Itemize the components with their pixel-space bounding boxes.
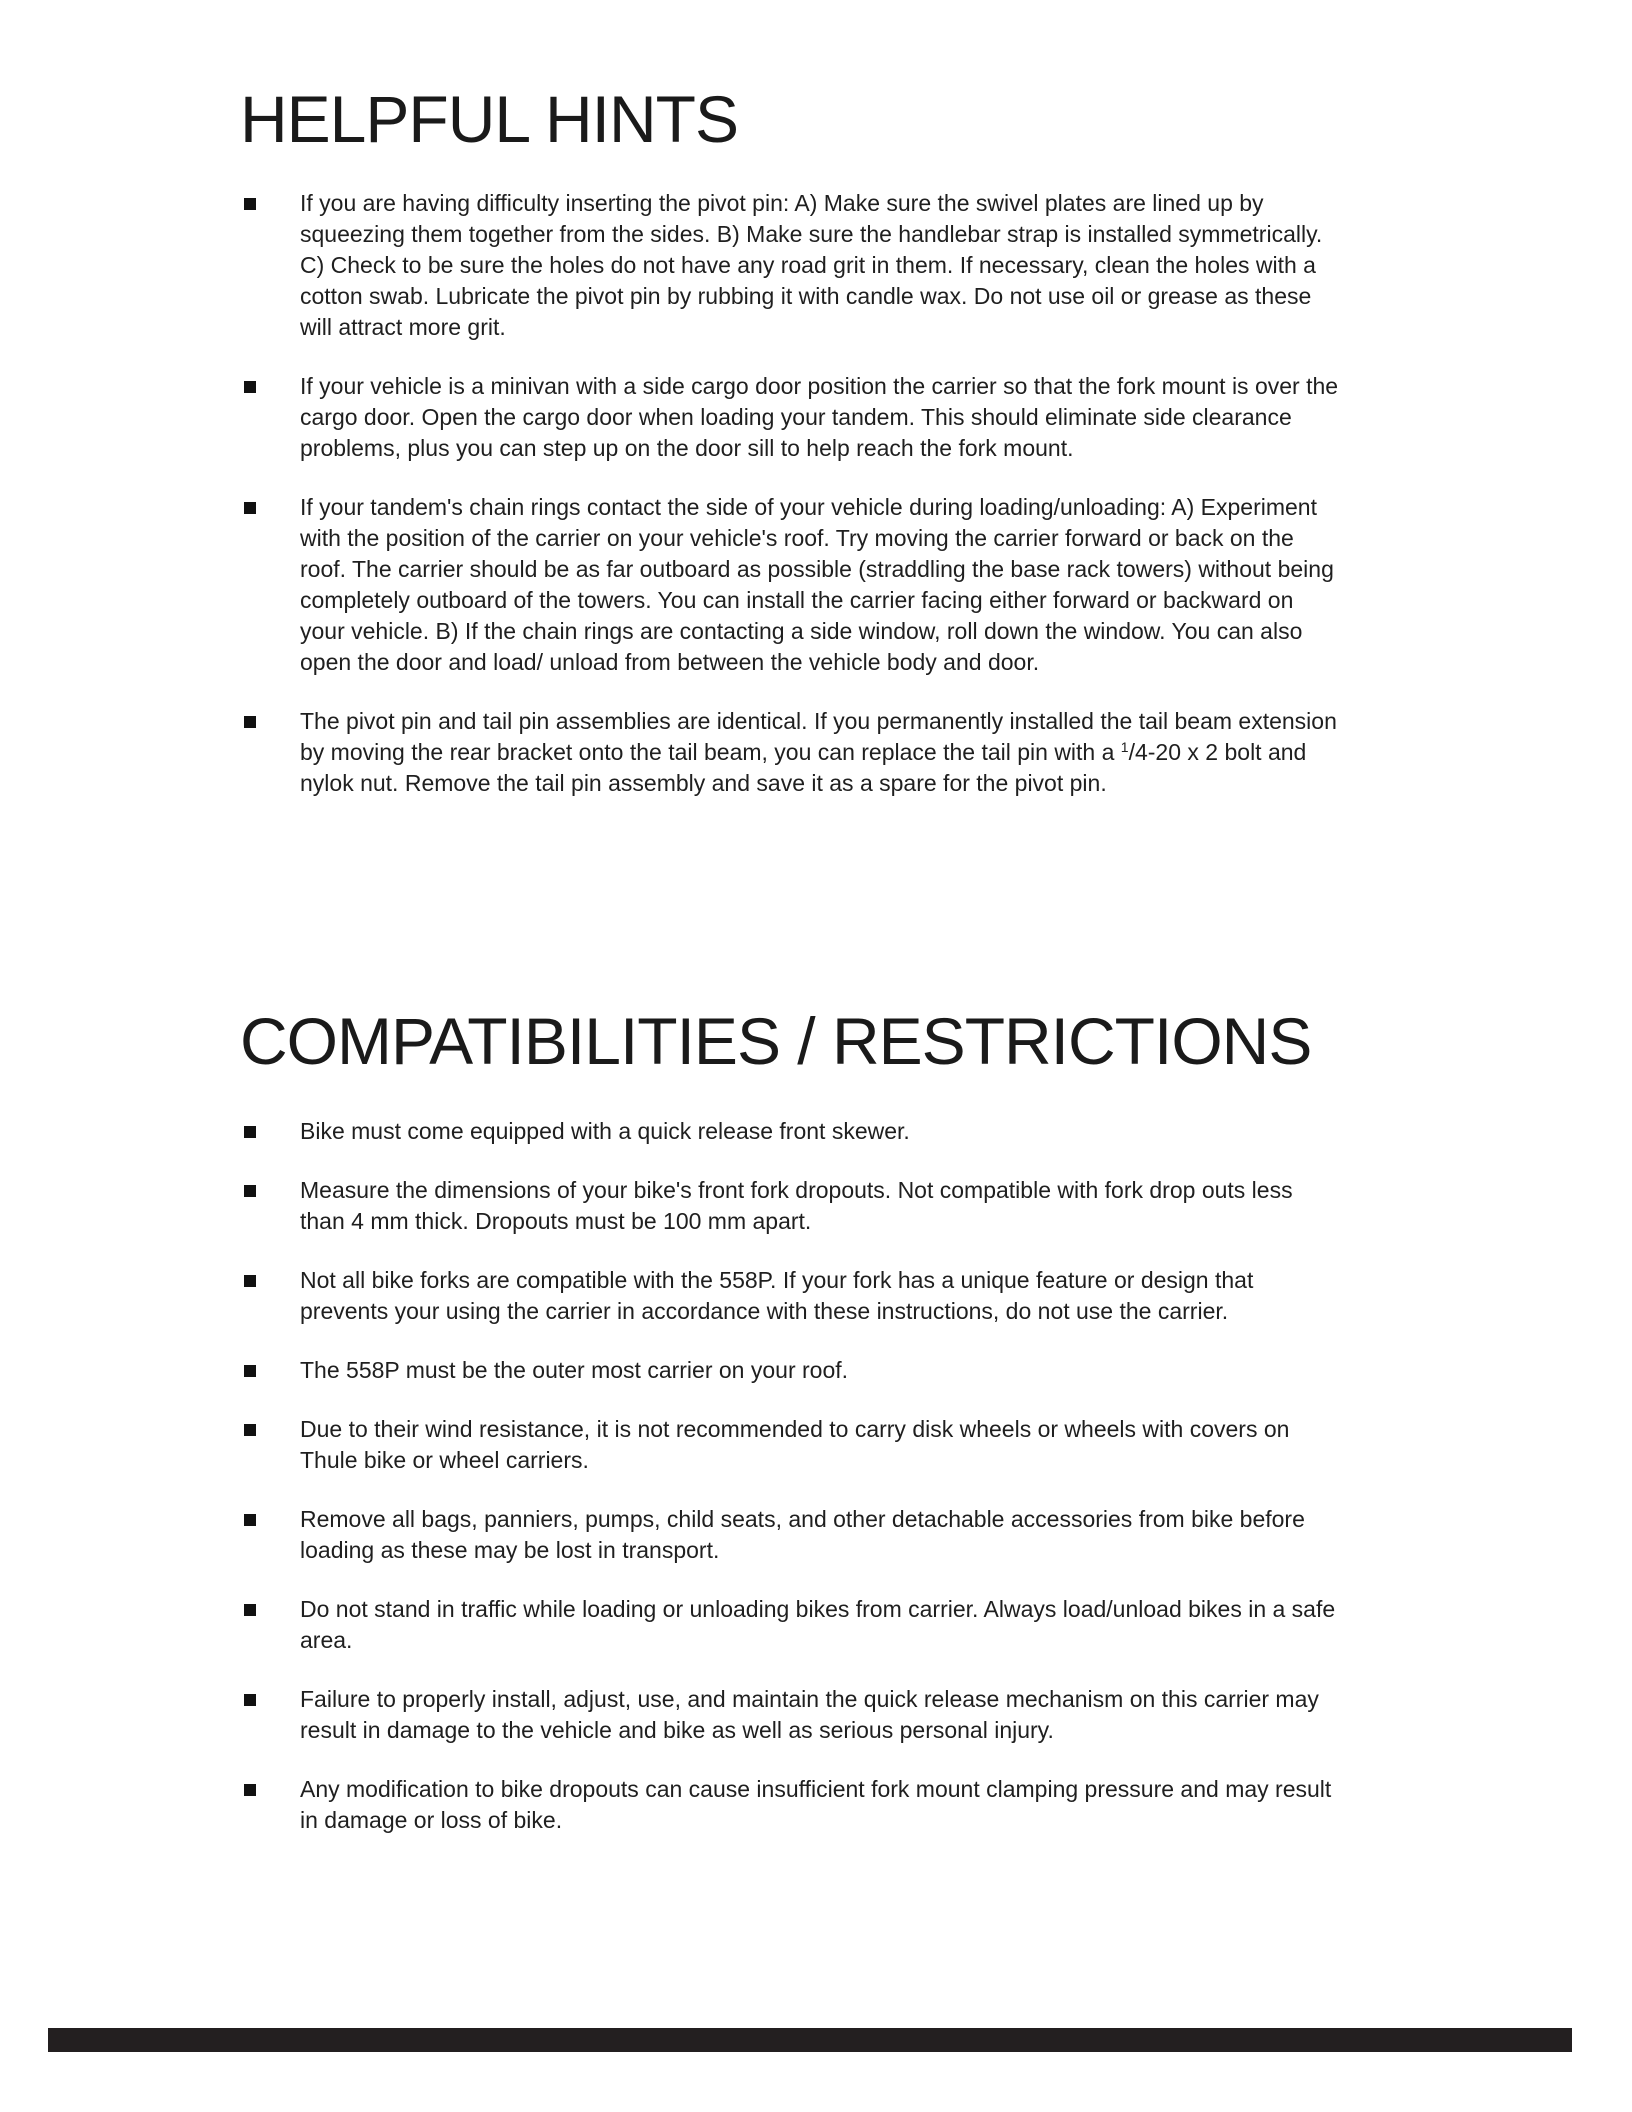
restriction-item-4 — [240, 1355, 1340, 1386]
restriction-item-6 — [240, 1504, 1340, 1566]
restriction-text: Due to their wind resistance, it is not recommended to carry disk wheels or wheels with covers on Thule bike or wheel carriers. — [300, 1416, 1290, 1473]
compatibilities-list — [240, 1116, 1340, 1864]
restriction-text: Failure to properly install, adjust, use, and maintain the quick release mechanism on this carrier may result in damage to the vehicle and bike as well as serious personal injury. — [300, 1686, 1319, 1743]
hint-item-2 — [240, 371, 1340, 464]
bullet-square-icon — [244, 1424, 256, 1436]
restriction-text: The 558P must be the outer most carrier on your roof. — [300, 1357, 849, 1383]
restriction-item-9 — [240, 1774, 1340, 1836]
hint-item-4 — [240, 706, 1340, 799]
bullet-square-icon — [244, 1784, 256, 1796]
restriction-item-1 — [240, 1116, 1340, 1147]
restriction-item-3 — [240, 1265, 1340, 1327]
bullet-square-icon — [244, 198, 256, 210]
bullet-square-icon — [244, 1514, 256, 1526]
hint-text-after: /4-20 x 2 bolt and nylok nut. Remove the tail pin assembly and save it as a spare for the pivot pin. — [300, 739, 1307, 796]
hint-text-before: The pivot pin and tail pin assemblies are identical. If you permanently installed the tail beam extension by moving the rear bracket onto the tail beam, you can replace the tail pin with a — [300, 708, 1337, 765]
bullet-square-icon — [244, 1275, 256, 1287]
hint-item-1 — [240, 188, 1340, 343]
footer-bar — [48, 2028, 1572, 2052]
compatibilities-restrictions-heading: COMPATIBILITIES / RESTRICTIONS — [240, 1004, 1312, 1078]
bullet-square-icon — [244, 1185, 256, 1197]
bullet-square-icon — [244, 502, 256, 514]
helpful-hints-list — [240, 188, 1340, 827]
restriction-item-2 — [240, 1175, 1340, 1237]
hint-text — [300, 706, 1340, 799]
restriction-text: Bike must come equipped with a quick release front skewer. — [300, 1118, 910, 1144]
bullet-square-icon — [244, 1365, 256, 1377]
restriction-item-5 — [240, 1414, 1340, 1476]
hint-text: If your tandem's chain rings contact the side of your vehicle during loading/unloading: A) Experiment with the position of the carrier on your vehicle's roof. Try moving the carrier forward or back on the roof. The carrier should be as far outboard as possible (straddling the base rack towers) without being completely outboard of the towers. You can install the carrier facing either forward or backward on your vehicle. B) If the chain rings are contacting a side window, roll down the window. You can also open the door and load/ unload from between the vehicle body and door. — [300, 494, 1334, 675]
restriction-text: Measure the dimensions of your bike's front fork dropouts. Not compatible with fork drop outs less than 4 mm thick. Dropouts must be 100 mm apart. — [300, 1177, 1293, 1234]
restriction-item-7 — [240, 1594, 1340, 1656]
bullet-square-icon — [244, 1604, 256, 1616]
restriction-text: Do not stand in traffic while loading or unloading bikes from carrier. Always load/unload bikes in a safe area. — [300, 1596, 1336, 1653]
bullet-square-icon — [244, 1694, 256, 1706]
fraction-numerator: 1 — [1120, 739, 1129, 755]
bullet-square-icon — [244, 1126, 256, 1138]
hint-text: If your vehicle is a minivan with a side cargo door position the carrier so that the fork mount is over the cargo door. Open the cargo door when loading your tandem. This should eliminate side clearance problems, plus you can step up on the door sill to help reach the fork mount. — [300, 373, 1339, 461]
restriction-text: Not all bike forks are compatible with the 558P. If your fork has a unique feature or design that prevents your using the carrier in accordance with these instructions, do not use the carrier. — [300, 1267, 1254, 1324]
restriction-item-8 — [240, 1684, 1340, 1746]
restriction-text: Remove all bags, panniers, pumps, child seats, and other detachable accessories from bike before loading as these may be lost in transport. — [300, 1506, 1305, 1563]
helpful-hints-heading: HELPFUL HINTS — [240, 82, 738, 156]
hint-text: If you are having difficulty inserting the pivot pin: A) Make sure the swivel plates are lined up by squeezing them together from the sides. B) Make sure the handlebar strap is installed symmetrically. C) Check to be sure the holes do not have any road grit in them. If necessary, clean the holes with a cotton swab. Lubricate the pivot pin by rubbing it with candle wax. Do not use oil or grease as these will attract more grit. — [300, 190, 1323, 340]
bullet-square-icon — [244, 716, 256, 728]
hint-item-3 — [240, 492, 1340, 678]
restriction-text: Any modification to bike dropouts can cause insufficient fork mount clamping pressure and may result in damage or loss of bike. — [300, 1776, 1332, 1833]
bullet-square-icon — [244, 381, 256, 393]
